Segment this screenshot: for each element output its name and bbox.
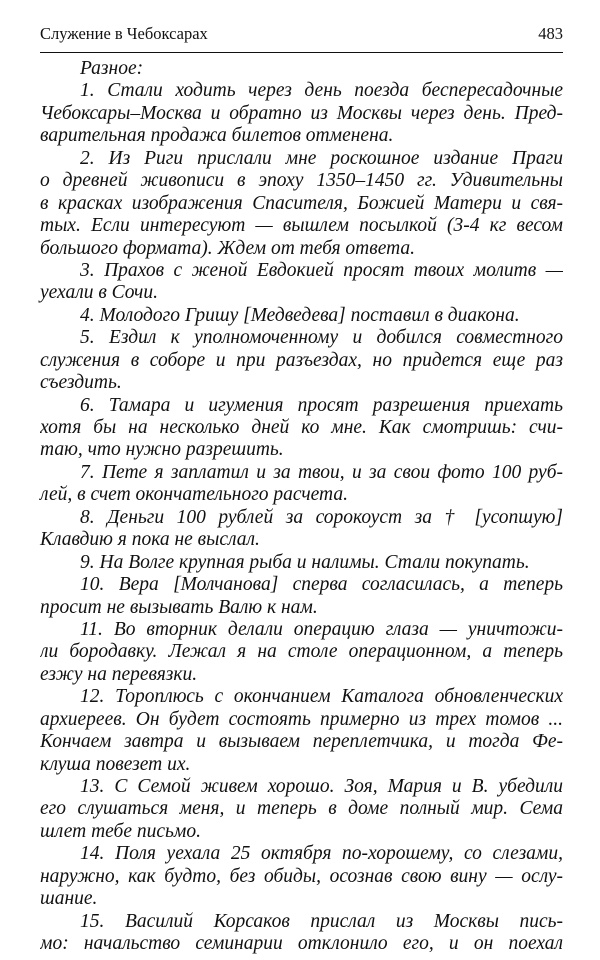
text-line: тых. Если интересуют — вышлем посылкой (3-4 кг весом [40,215,563,237]
running-title: Служение в Чебоксарах [40,24,208,43]
text-line: варительная продажа билетов отменена. [40,125,394,147]
section-heading: Разное: [80,58,144,79]
text-line: мо: начальство семинарии отклонило его, и он поехал [40,933,563,955]
page-number: 483 [538,24,563,43]
text-line: архиереев. Он будет состоять примерно из трех томов ... [40,708,563,730]
text-lines [40,80,563,955]
text-line: шание. [40,888,98,910]
text-line: 4. Молодого Гришу [Медведева] поставил в диакона. [80,304,520,326]
text-line: 13. С Семой живем хорошо. Зоя, Мария и В. убедили [80,776,563,797]
text-line: езжу на перевязки. [40,663,198,685]
text-line: ли бородавку. Лежал я на столе операционном, а теперь [40,641,563,663]
text-line: 1. Стали ходить через день поезда беспересадочные [80,80,563,102]
text-line: съездить. [40,372,122,394]
text-line: Кончаем завтра и вызываем переплетчика, и тогда Фе- [40,731,563,753]
text-line: лей, в счет окончательного расчета. [40,484,348,506]
text-line: хотя бы на несколько дней ко мне. Как смотришь: счи- [40,417,563,438]
text-line: 10. Вера [Молчанова] сперва согласилась, а теперь [80,574,563,596]
text-line: о древней живописи в эпоху 1350–1450 гг. Удивительны [40,170,563,192]
text-line: 12. Тороплюсь с окончанием Каталога обновленческих [80,686,563,708]
text-line: 2. Из Риги прислали мне роскошное издание Праги [80,147,563,169]
text-line: клуша повезет их. [40,753,191,775]
text-line: просит не вызывать Валю к нам. [40,596,318,618]
page-body [40,58,563,956]
text-line: 11. Во вторник делали операцию глаза — уничтожи- [80,618,563,640]
text-line: таю, что нужно разрешить. [40,439,284,461]
running-header [40,20,563,53]
text-line: наружно, как будто, без обиды, осознав свою вину — ослу- [40,865,563,887]
text-line: 6. Тамара и игумения просят разрешения приехать [80,394,563,416]
text-line: 15. Василий Корсаков прислал из Москвы пись- [80,910,563,932]
text-line: 9. На Волге крупная рыба и налимы. Стали покупать. [80,551,530,573]
text-line: большого формата). Ждем от тебя ответа. [40,237,416,259]
text-line: Чебоксары–Москва и обратно из Москвы через день. Пред- [40,102,563,124]
text-line: в красках изображения Спасителя, Божией Матери и свя- [40,192,563,214]
text-line: уехали в Сочи. [40,282,158,304]
text-line: 5. Ездил к уполномоченному и добился совместного [80,327,563,349]
text-line: его слушаться меня, и теперь в доме полный мир. Сема [40,798,563,820]
text-line: 3. Прахов с женой Евдокией просят твоих молитв — [80,259,563,281]
text-line: 8. Деньги 100 рублей за сорокоуст за † [усопшую] [80,506,563,528]
text-line: шлет тебе письмо. [40,820,201,842]
text-line: 14. Поля уехала 25 октября по-хорошему, со слезами, [80,843,563,865]
text-line: служения в соборе и при разъездах, но придется еще раз [40,349,563,371]
text-line: 7. Пете я заплатил и за твои, и за свои фото 100 руб- [80,461,563,483]
text-line: Клавдию я пока не выслал. [40,529,260,551]
